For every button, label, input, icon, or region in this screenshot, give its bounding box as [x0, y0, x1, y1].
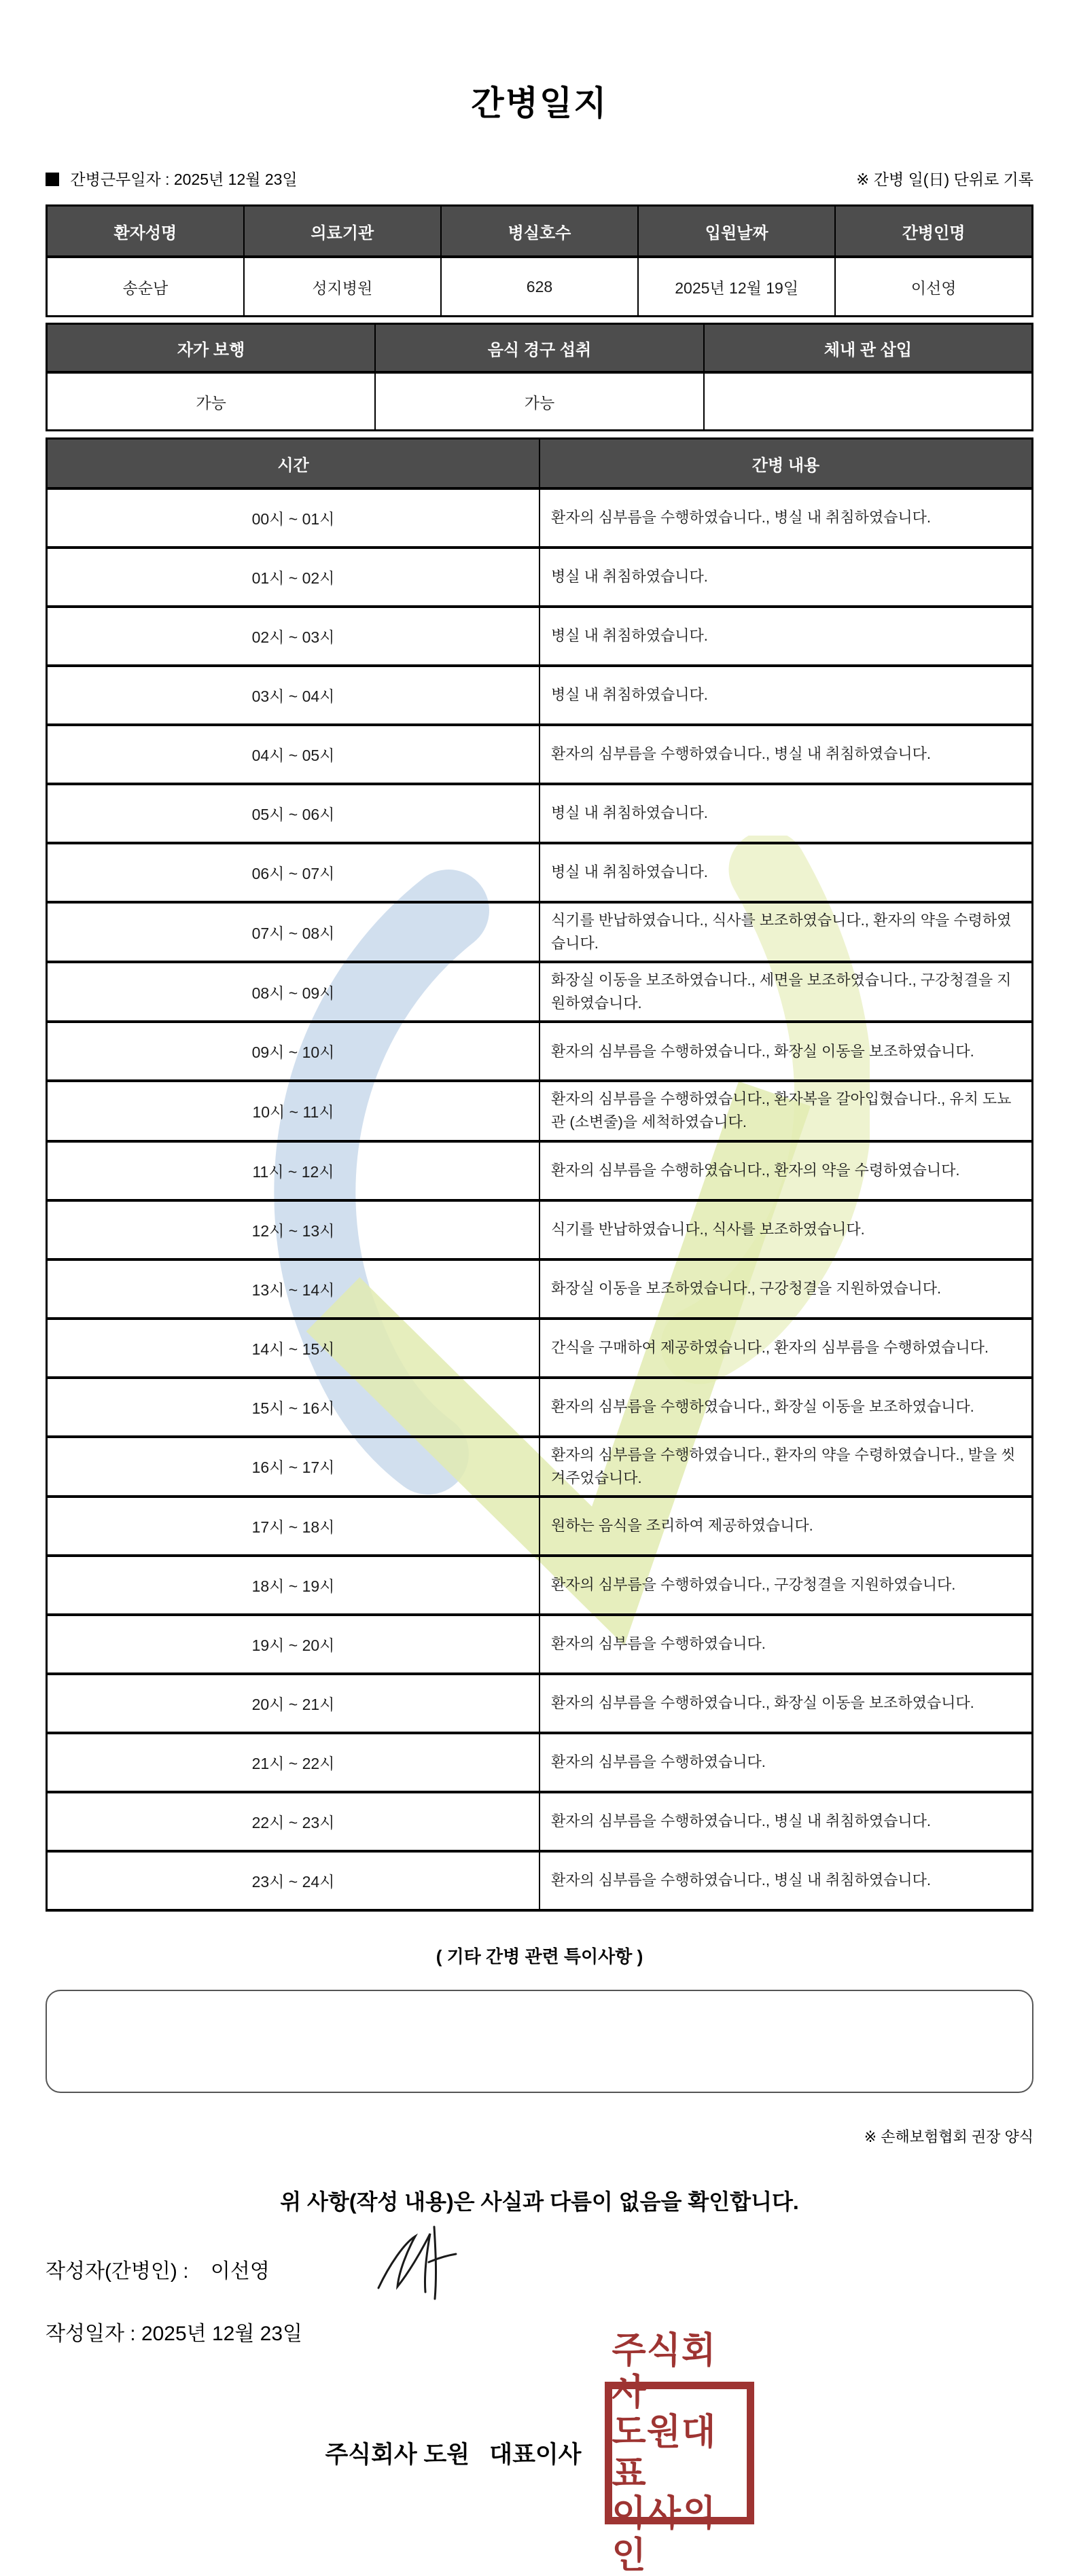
table-cell: 15시 ~ 16시	[47, 1378, 540, 1437]
table-cell: 23시 ~ 24시	[47, 1851, 540, 1910]
table-cell: 간식을 구매하여 제공하였습니다., 환자의 심부름을 수행하였습니다.	[540, 1319, 1033, 1378]
table-cell: 628	[441, 257, 638, 317]
table-cell: 화장실 이동을 보조하였습니다., 구강청결을 지원하였습니다.	[540, 1259, 1033, 1319]
table-cell: 09시 ~ 10시	[47, 1022, 540, 1081]
table-cell: 2025년 12월 19일	[638, 257, 835, 317]
column-header: 자가 보행	[47, 324, 376, 373]
table-cell: 환자의 심부름을 수행하였습니다., 화장실 이동을 보조하였습니다.	[540, 1674, 1033, 1733]
column-header: 환자성명	[47, 206, 244, 257]
table-cell: 환자의 심부름을 수행하였습니다., 환자복을 갈아입혔습니다., 유치 도뇨관 (소변줄)을 세척하였습니다.	[540, 1081, 1033, 1141]
stamp-line-2: 도원대표	[612, 2412, 717, 2494]
writer-label: 작성자(간병인) :	[46, 2259, 194, 2283]
confirmation-statement: 위 사항(작성 내용)은 사실과 다름이 없음을 확인합니다.	[280, 2189, 799, 2214]
table-cell: 환자의 심부름을 수행하였습니다., 구강청결을 지원하였습니다.	[540, 1556, 1033, 1615]
column-header: 음식 경구 섭취	[375, 324, 704, 373]
written-date-line	[46, 2316, 1033, 2346]
table-row	[47, 372, 1033, 431]
table-row	[47, 548, 1033, 607]
table-cell: 환자의 심부름을 수행하였습니다., 화장실 이동을 보조하였습니다.	[540, 1378, 1033, 1437]
table-row	[47, 1851, 1033, 1910]
table-cell: 가능	[375, 372, 704, 431]
table-row	[47, 843, 1033, 902]
table-cell: 21시 ~ 22시	[47, 1733, 540, 1792]
table-cell: 03시 ~ 04시	[47, 666, 540, 725]
table-row	[47, 1615, 1033, 1674]
table-row	[47, 725, 1033, 784]
unit-note: ※ 간병 일(日) 단위로 기록	[856, 171, 1033, 188]
table-cell: 11시 ~ 12시	[47, 1141, 540, 1200]
table-cell	[704, 372, 1033, 431]
header-row	[47, 439, 1033, 489]
table-cell: 병실 내 취침하였습니다.	[540, 843, 1033, 902]
work-date-label: 간병근무일자 :	[70, 171, 170, 188]
table-cell: 01시 ~ 02시	[47, 548, 540, 607]
table-row	[47, 1141, 1033, 1200]
table-cell: 식기를 반납하였습니다., 식사를 보조하였습니다.	[540, 1200, 1033, 1259]
table-cell: 환자의 심부름을 수행하였습니다., 병실 내 취침하였습니다.	[540, 1851, 1033, 1910]
table-cell: 원하는 음식을 조리하여 제공하였습니다.	[540, 1497, 1033, 1556]
table-cell: 병실 내 취침하였습니다.	[540, 607, 1033, 666]
table-cell: 병실 내 취침하였습니다.	[540, 548, 1033, 607]
table-cell: 19시 ~ 20시	[47, 1615, 540, 1674]
column-header: 간병인명	[835, 206, 1032, 257]
table-row	[47, 1674, 1033, 1733]
table-cell: 환자의 심부름을 수행하였습니다., 환자의 약을 수령하였습니다.	[540, 1141, 1033, 1200]
handwritten-signature	[364, 2223, 486, 2304]
date-value: 2025년 12월 23일	[141, 2322, 303, 2345]
table-cell: 18시 ~ 19시	[47, 1556, 540, 1615]
table-row	[47, 607, 1033, 666]
stamp-line-3: 이사의인	[612, 2493, 717, 2575]
table-row	[47, 1378, 1033, 1437]
form-note: ※ 손해보험협회 권장 양식	[864, 2128, 1033, 2145]
patient-status-table	[46, 323, 1033, 431]
table-row	[47, 962, 1033, 1022]
table-cell: 병실 내 취침하였습니다.	[540, 666, 1033, 725]
table-cell: 식기를 반납하였습니다., 식사를 보조하였습니다., 환자의 약을 수령하였습니다.	[540, 902, 1033, 962]
table-row	[47, 1497, 1033, 1556]
table-cell: 환자의 심부름을 수행하였습니다., 환자의 약을 수령하였습니다., 발을 씻겨주었습니다.	[540, 1437, 1033, 1497]
column-header: 병실호수	[441, 206, 638, 257]
table-row	[47, 488, 1033, 548]
table-cell: 05시 ~ 06시	[47, 784, 540, 843]
table-cell: 16시 ~ 17시	[47, 1437, 540, 1497]
table-cell: 07시 ~ 08시	[47, 902, 540, 962]
table-cell: 06시 ~ 07시	[47, 843, 540, 902]
table-row	[47, 1437, 1033, 1497]
header-row	[47, 206, 1033, 257]
table-cell: 08시 ~ 09시	[47, 962, 540, 1022]
table-cell: 환자의 심부름을 수행하였습니다., 병실 내 취침하였습니다.	[540, 725, 1033, 784]
table-cell: 20시 ~ 21시	[47, 1674, 540, 1733]
table-cell: 02시 ~ 03시	[47, 607, 540, 666]
notes-heading: ( 기타 간병 관련 특이사항 )	[436, 1946, 643, 1967]
table-cell: 12시 ~ 13시	[47, 1200, 540, 1259]
table-cell: 병실 내 취침하였습니다.	[540, 784, 1033, 843]
table-row	[47, 257, 1033, 317]
table-cell: 04시 ~ 05시	[47, 725, 540, 784]
writer-line	[46, 2254, 1033, 2284]
table-row	[47, 1319, 1033, 1378]
column-header: 간병 내용	[540, 439, 1033, 489]
table-row	[47, 1733, 1033, 1792]
header-row	[47, 324, 1033, 373]
table-cell: 성지병원	[244, 257, 441, 317]
table-cell: 환자의 심부름을 수행하였습니다.	[540, 1615, 1033, 1674]
table-row	[47, 666, 1033, 725]
table-cell: 10시 ~ 11시	[47, 1081, 540, 1141]
table-row	[47, 1081, 1033, 1141]
table-cell: 13시 ~ 14시	[47, 1259, 540, 1319]
table-cell: 환자의 심부름을 수행하였습니다., 병실 내 취침하였습니다.	[540, 488, 1033, 548]
table-cell: 00시 ~ 01시	[47, 488, 540, 548]
table-cell: 환자의 심부름을 수행하였습니다.	[540, 1733, 1033, 1792]
table-cell: 환자의 심부름을 수행하였습니다., 화장실 이동을 보조하였습니다.	[540, 1022, 1033, 1081]
page-title: 간병일지	[471, 84, 608, 122]
table-cell: 송순남	[47, 257, 244, 317]
table-row	[47, 902, 1033, 962]
patient-info-table	[46, 204, 1033, 317]
column-header: 의료기관	[244, 206, 441, 257]
stamp-line-1: 주식회사	[612, 2330, 717, 2412]
notes-box	[46, 1990, 1033, 2093]
writer-name: 이선영	[210, 2259, 270, 2283]
table-row	[47, 1022, 1033, 1081]
care-log-table	[46, 437, 1033, 1912]
table-cell: 화장실 이동을 보조하였습니다., 세면을 보조하였습니다., 구강청결을 지원하였습니다.	[540, 962, 1033, 1022]
table-cell: 14시 ~ 15시	[47, 1319, 540, 1378]
column-header: 체내 관 삽입	[704, 324, 1033, 373]
table-row	[47, 1200, 1033, 1259]
work-date-line	[46, 167, 298, 190]
table-row	[47, 784, 1033, 843]
work-date-value: 2025년 12월 23일	[173, 171, 298, 188]
table-cell: 22시 ~ 23시	[47, 1792, 540, 1851]
table-row	[47, 1792, 1033, 1851]
column-header: 입원날짜	[638, 206, 835, 257]
meta-row	[46, 167, 1033, 190]
table-row	[47, 1259, 1033, 1319]
table-cell: 가능	[47, 372, 376, 431]
table-cell: 이선영	[835, 257, 1032, 317]
corporate-seal-stamp	[605, 2330, 754, 2575]
table-cell: 환자의 심부름을 수행하였습니다., 병실 내 취침하였습니다.	[540, 1792, 1033, 1851]
company-line: 주식회사 도원 대표이사	[325, 2441, 582, 2468]
column-header: 시간	[47, 439, 540, 489]
black-square-bullet-icon	[46, 173, 59, 186]
table-cell: 17시 ~ 18시	[47, 1497, 540, 1556]
date-label: 작성일자 :	[46, 2322, 141, 2345]
table-row	[47, 1556, 1033, 1615]
